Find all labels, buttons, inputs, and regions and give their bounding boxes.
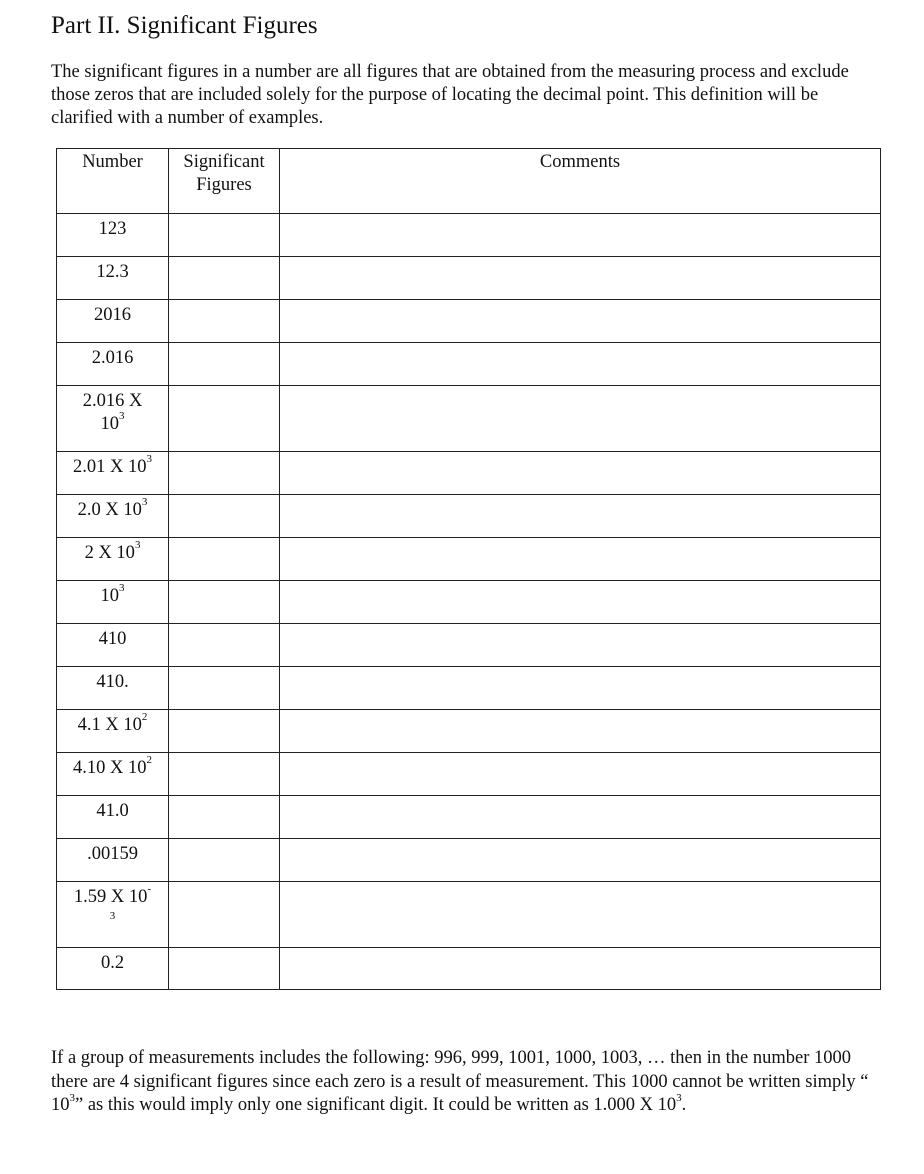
significant-figures-answer-cell[interactable] <box>169 753 280 796</box>
number-value: 10 <box>100 586 119 606</box>
footer-text-3: . <box>681 1095 687 1115</box>
comments-answer-cell[interactable] <box>280 538 881 581</box>
footer-paragraph <box>51 1047 883 1118</box>
significant-figures-answer-cell[interactable] <box>169 882 280 948</box>
table-row <box>57 495 881 538</box>
footer-exponent-2: 3 <box>676 1092 682 1104</box>
significant-figures-answer-cell[interactable] <box>169 300 280 343</box>
significant-figures-answer-cell[interactable] <box>169 839 280 882</box>
significant-figures-answer-cell[interactable] <box>169 257 280 300</box>
significant-figures-answer-cell[interactable] <box>169 214 280 257</box>
significant-figures-answer-cell[interactable] <box>169 667 280 710</box>
number-value: 2 X 10 <box>84 543 135 563</box>
table-row <box>57 214 881 257</box>
comments-answer-cell[interactable] <box>280 581 881 624</box>
number-cell <box>57 581 169 624</box>
comments-answer-cell[interactable] <box>280 257 881 300</box>
significant-figures-answer-cell[interactable] <box>169 343 280 386</box>
comments-answer-cell[interactable] <box>280 452 881 495</box>
number-cell <box>57 343 169 386</box>
number-cell <box>57 452 169 495</box>
number-value: 410 <box>98 629 127 649</box>
comments-answer-cell[interactable] <box>280 948 881 990</box>
significant-figures-answer-cell[interactable] <box>169 624 280 667</box>
table-row <box>57 948 881 990</box>
table-row <box>57 710 881 753</box>
number-value: 2.016 <box>91 348 134 368</box>
number-exponent: 3 <box>146 453 152 465</box>
footer-exponent-1: 3 <box>69 1092 75 1104</box>
number-cell <box>57 624 169 667</box>
page-title: Part II. Significant Figures <box>51 12 318 39</box>
number-cell <box>57 300 169 343</box>
number-exponent-sign: - <box>147 883 152 895</box>
number-exponent: 3 <box>109 910 116 922</box>
significant-figures-answer-cell[interactable] <box>169 710 280 753</box>
significant-figures-answer-cell[interactable] <box>169 538 280 581</box>
comments-answer-cell[interactable] <box>280 839 881 882</box>
table-row <box>57 667 881 710</box>
number-value: 41.0 <box>96 801 129 821</box>
number-cell <box>57 257 169 300</box>
number-cell <box>57 538 169 581</box>
significant-figures-answer-cell[interactable] <box>169 452 280 495</box>
number-value: .00159 <box>87 844 138 864</box>
number-value: 2016 <box>94 305 131 325</box>
table-row <box>57 343 881 386</box>
number-value: 0.2 <box>100 953 125 973</box>
number-cell <box>57 667 169 710</box>
table-row <box>57 300 881 343</box>
number-line1: 2.016 X <box>82 391 143 411</box>
significant-figures-answer-cell[interactable] <box>169 581 280 624</box>
header-sig-line2: Figures <box>196 175 252 195</box>
number-value: 123 <box>98 219 127 239</box>
table-row <box>57 581 881 624</box>
footer-text-1: If a group of measurements includes the following: 996, 999, 1001, 1000, 1003, … then in the number 1000 there are 4 significant figures since each zero is a result of measurement. This 1000 cannot be written simply “ 10 <box>51 1048 869 1115</box>
number-cell <box>57 753 169 796</box>
header-sig-line1: Significant <box>183 152 265 172</box>
comments-answer-cell[interactable] <box>280 667 881 710</box>
number-exponent: 2 <box>141 711 148 723</box>
number-cell <box>57 882 169 948</box>
table-body <box>57 214 881 990</box>
comments-answer-cell[interactable] <box>280 753 881 796</box>
comments-answer-cell[interactable] <box>280 495 881 538</box>
comments-answer-cell[interactable] <box>280 214 881 257</box>
number-value: 12.3 <box>96 262 129 282</box>
number-exponent: 3 <box>119 582 125 594</box>
footer-text-2: ” as this would imply only one significant digit. It could be written as 1.000 X 10 <box>75 1095 677 1115</box>
header-comments: Comments <box>280 149 881 214</box>
table-row <box>57 257 881 300</box>
significant-figures-answer-cell[interactable] <box>169 796 280 839</box>
significant-figures-answer-cell[interactable] <box>169 948 280 990</box>
number-exponent: 3 <box>119 410 125 422</box>
table-row <box>57 538 881 581</box>
number-value: 4.10 X 10 <box>73 758 147 778</box>
comments-answer-cell[interactable] <box>280 710 881 753</box>
number-value: 4.1 X 10 <box>77 715 142 735</box>
table-row <box>57 882 881 948</box>
header-number: Number <box>57 149 169 214</box>
comments-answer-cell[interactable] <box>280 796 881 839</box>
table-row <box>57 839 881 882</box>
number-cell <box>57 495 169 538</box>
number-value: 2.0 X 10 <box>77 500 142 520</box>
number-exponent: 3 <box>134 539 141 551</box>
comments-answer-cell[interactable] <box>280 624 881 667</box>
table-row <box>57 624 881 667</box>
table-row <box>57 753 881 796</box>
table-row <box>57 796 881 839</box>
intro-paragraph: The significant figures in a number are all figures that are obtained from the measuring process and exclude those zeros that are included solely for the purpose of locating the decimal point. This definition will be clarified with a number of examples. <box>51 62 849 128</box>
number-cell <box>57 948 169 990</box>
number-cell <box>57 796 169 839</box>
comments-answer-cell[interactable] <box>280 386 881 452</box>
significant-figures-answer-cell[interactable] <box>169 495 280 538</box>
comments-answer-cell[interactable] <box>280 300 881 343</box>
number-cell <box>57 839 169 882</box>
significant-figures-answer-cell[interactable] <box>169 386 280 452</box>
number-value: 2.01 X 10 <box>73 457 147 477</box>
table-header-row <box>57 149 881 214</box>
number-exponent: 2 <box>146 754 152 766</box>
comments-answer-cell[interactable] <box>280 343 881 386</box>
number-line1: 1.59 X 10 <box>73 887 148 907</box>
comments-answer-cell[interactable] <box>280 882 881 948</box>
significant-figures-table <box>56 148 881 990</box>
number-cell <box>57 386 169 452</box>
number-cell <box>57 710 169 753</box>
number-exponent: 3 <box>141 496 148 508</box>
table-row <box>57 452 881 495</box>
number-value: 410. <box>96 672 129 692</box>
number-cell <box>57 214 169 257</box>
number-line2: 10 <box>100 414 119 434</box>
header-significant-figures <box>169 149 280 214</box>
table-row <box>57 386 881 452</box>
